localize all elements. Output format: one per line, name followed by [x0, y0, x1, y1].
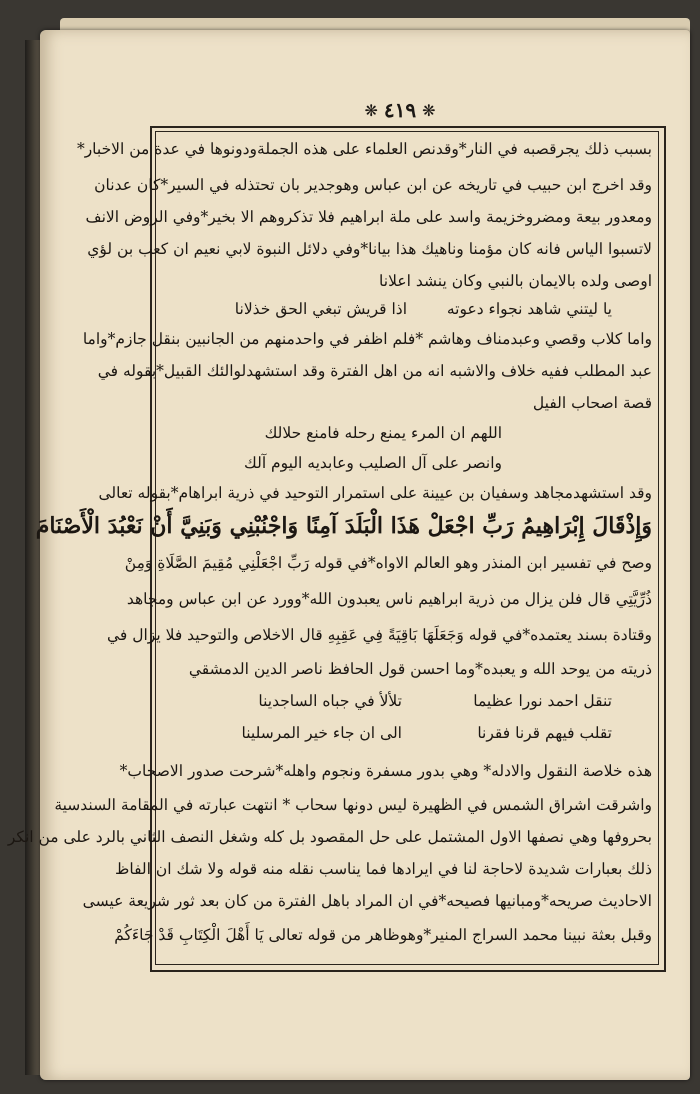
text-line: ذريته من يوحد الله و يعبده*وما احسن قول الحافظ ناصر الدين الدمشقي — [188, 660, 652, 678]
text-line: اوصى ولده بالايمان بالنبي وكان ينشد اعلانا — [379, 272, 652, 290]
text-line: بحروفها وهي نصفها الاول المشتمل على حل المقصود بل كله وشغل النصف الثاني بالرد على من انكر — [7, 828, 652, 846]
text-line: وقتادة بسند يعتمده*في قوله وَجَعَلَهَا بَاقِيَةً فِي عَقِبِهِ قال الاخلاص والتوحيد فلا يزال في — [106, 626, 652, 644]
text-line: ذلك بعبارات شديدة لاحاجة لنا في ايرادها فما يناسب نقله منه قوله ولا شك ان الفاظ — [115, 860, 652, 878]
verse-hemistich: اذا قريش تبغي الحق خذلانا — [234, 300, 407, 318]
verse-line: اللهم ان المرء يمنع رحله فامنع حلالك — [264, 424, 502, 442]
ornament-right-icon: ❋ — [422, 100, 436, 120]
text-line: وقد استشهدمجاهد وسفيان بن عيينة على استمرار التوحيد في ذرية ابراهام*بقوله تعالى — [98, 484, 652, 502]
text-line: لاتسبوا الياس فانه كان مؤمنا وناهيك هذا بيانا*وفي دلائل النبوة لابي نعيم ان كعب بن لؤي — [87, 240, 652, 258]
text-line: عبد المطلب ففيه خلاف والاشبه انه من اهل الفترة وقد استشهدلوالئك القبيل*بقوله في — [97, 362, 652, 380]
text-line: وقد اخرج ابن حبيب في تاريخه عن ابن عباس وهوجدير بان تحتذله في السير*كان عدنان — [94, 176, 652, 194]
page-number: ٤١٩ — [383, 98, 417, 122]
text-line: واشرقت اشراق الشمس في الظهيرة ليس دونها سحاب * انتهت عبارته في المقامة السندسية — [54, 796, 652, 814]
text-line: قصة اصحاب الفيل — [532, 394, 652, 412]
quran-verse-line: وَإِذْقَالَ إِبْرَاهِيمُ رَبِّ اجْعَلْ هَذَا الْبَلَدَ آمِنًا وَاجْنُبْنِي وَبَنِيَّ أَنْ نَعْبُدَ الْأَصْنَامَ — [35, 513, 652, 539]
verse-line: وانصر على آل الصليب وعابديه اليوم آلك — [244, 454, 502, 472]
verse-hemistich: يا ليتني شاهد نجواء دعوته — [446, 300, 612, 318]
text-line: وقبل بعثة نبينا محمد السراج المنير*وهوظاهر من قوله تعالى يَا أَهْلَ الْكِتَابِ قَدْ جَاءَكُمْ — [114, 926, 652, 944]
text-body — [7, 138, 652, 958]
text-line: واما كلاب وقصي وعبدمناف وهاشم *فلم اظفر في واحدمنهم من الجانبين بنقل جازم*واما — [82, 330, 652, 348]
page-header — [355, 96, 445, 124]
text-line: هذه خلاصة النقول والادله* وهي بدور مسفرة ونجوم واهله*شرحت صدور الاصحاب* — [119, 762, 652, 780]
text-line: وصح في تفسير ابن المنذر وهو العالم الاواه*في قوله رَبِّ اجْعَلْنِي مُقِيمَ الصَّلَاةِ وَمِنْ — [124, 554, 652, 572]
text-line: ذُرِّيَّتِي قال فلن يزال من ذرية ابراهيم ناس يعبدون الله*وورد عن ابن عباس ومجاهد — [126, 590, 652, 608]
verse-hemistich: تلألأ في جباه الساجدينا — [258, 692, 402, 710]
verse-hemistich: تقلب فيهم قرنا فقرنا — [477, 724, 612, 742]
ornament-left-icon: ❋ — [364, 100, 378, 120]
verse-hemistich: الى ان جاء خير المرسلينا — [241, 724, 402, 742]
verse-hemistich: تنقل احمد نورا عظيما — [473, 692, 612, 710]
text-line: ومعدور بيعة ومضروخزيمة واسد على ملة ابراهيم فلا تذكروهم الا بخير*وفي الروض الانف — [85, 208, 652, 226]
text-line: بسبب ذلك يجرقصبه في النار*وقدنص العلماء على هذه الجملةودونوها في عدة من الاخبار* — [76, 140, 652, 158]
text-line: الاحاديث صريحه*ومبانيها فصيحه*في ان المراد باهل الفترة من كان بعد ثور شريعة عيسى — [82, 892, 652, 910]
